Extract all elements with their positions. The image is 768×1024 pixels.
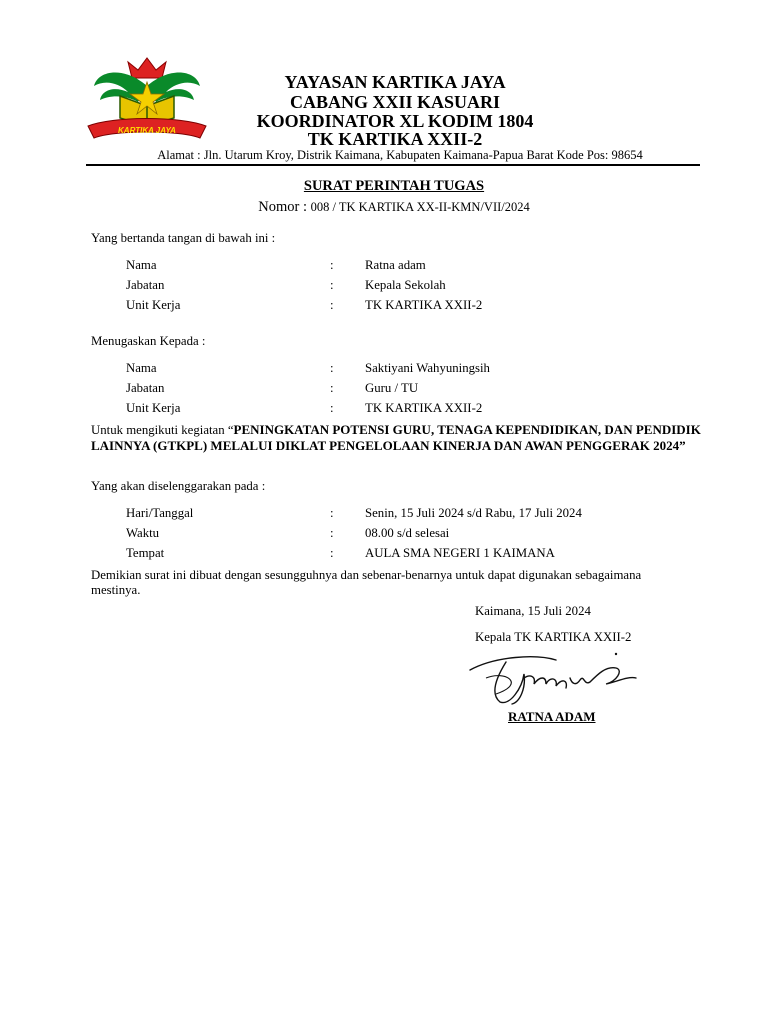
logo-banner-text: KARTIKA JAYA [118,126,176,135]
assignee-unit-label: Unit Kerja [126,401,181,415]
event-date-value: Senin, 15 Juli 2024 s/d Rabu, 17 Juli 2024 [365,506,582,520]
handwritten-signature [466,648,641,710]
signer-title: Kepala TK KARTIKA XXII-2 [475,630,632,644]
colon: : [330,526,334,540]
assignee-name-value: Saktiyani Wahyuningsih [365,361,490,375]
assignee-name-label: Nama [126,361,157,375]
colon: : [330,298,334,312]
colon: : [330,381,334,395]
intro-text: Yang bertanda tangan di bawah ini : [91,231,276,245]
letter-number-value: 008 / TK KARTIKA XX-II-KMN/VII/2024 [310,200,530,214]
colon: : [330,401,334,415]
held-intro-text: Yang akan diselenggarakan pada : [91,479,266,493]
activity-paragraph [91,422,701,454]
signer-printed-name: RATNA ADAM [508,709,596,724]
event-time-value: 08.00 s/d selesai [365,526,450,540]
activity-prefix: Untuk mengikuti kegiatan “ [91,423,234,437]
colon: : [330,546,334,560]
colon: : [330,258,334,272]
event-date-label: Hari/Tanggal [126,506,194,520]
signer-name-value: Ratna adam [365,258,426,272]
assignee-position-value: Guru / TU [365,381,419,395]
signer-position-value: Kepala Sekolah [365,278,446,292]
foundation-name: YAYASAN KARTIKA JAYA [284,72,506,92]
assignee-position-label: Jabatan [126,381,165,395]
closing-paragraph: Demikian surat ini dibuat dengan sesungguhnya dan sebenar-benarnya untuk dapat digunakan sebagaimana mestinya. [91,568,642,597]
assignee-unit-value: TK KARTIKA XXII-2 [365,401,483,415]
colon: : [330,278,334,292]
event-place-value: AULA SMA NEGERI 1 KAIMANA [365,546,555,560]
school-name: TK KARTIKA XXII-2 [307,129,483,149]
letter-title: SURAT PERINTAH TUGAS [303,178,485,194]
signer-name-label: Nama [126,258,157,272]
event-place-label: Tempat [126,546,165,560]
branch-name: CABANG XXII KASUARI [289,92,501,112]
assign-intro-text: Menugaskan Kepada : [91,334,206,348]
signer-unit-label: Unit Kerja [126,298,181,312]
event-time-label: Waktu [126,526,160,540]
letter-number-label: Nomor : [258,199,311,215]
activity-title: PENINGKATAN POTENSI GURU, TENAGA KEPENDIDIKAN, DAN PENDIDIK LAINNYA (GTKPL) MELALUI DIKLAT PENGELOLAAN KINERJA DAN AWAN PENGGERAK 2024” [91,422,701,453]
header-divider [86,164,700,166]
signer-position-label: Jabatan [126,278,165,292]
colon: : [330,361,334,375]
place-date: Kaimana, 15 Juli 2024 [475,604,591,618]
signer-unit-value: TK KARTIKA XXII-2 [365,298,483,312]
school-address: Alamat : Jln. Utarum Kroy, Distrik Kaimana, Kabupaten Kaimana-Papua Barat Kode Pos: 98654 [157,148,643,162]
letter-number [84,199,704,216]
colon: : [330,506,334,520]
coordinator-name: KOORDINATOR XL KODIM 1804 [256,111,534,131]
